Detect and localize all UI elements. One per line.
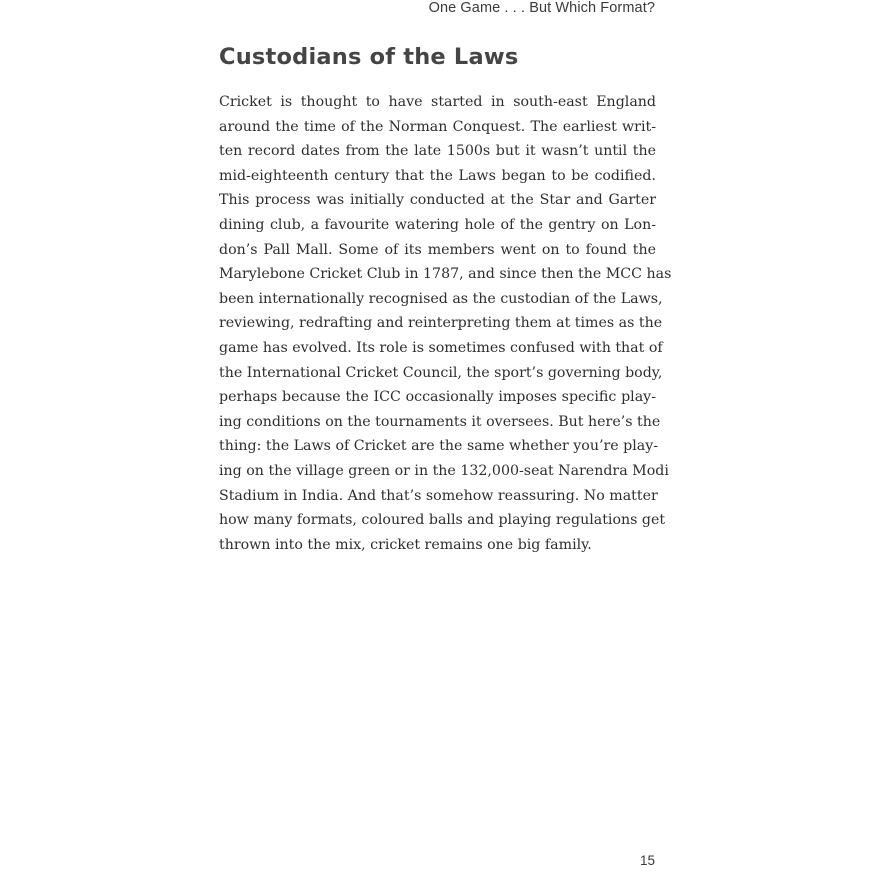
running-head: One Game . . . But Which Format?: [428, 0, 655, 16]
paragraph-line: Cricket is thought to have started in south-east England: [219, 94, 656, 110]
paragraph-line: the International Cricket Council, the sport’s governing body,: [219, 364, 663, 381]
paragraph-line: thrown into the mix, cricket remains one big family.: [219, 536, 592, 553]
paragraph-line: around the time of the Norman Conquest. The earliest writ-: [219, 118, 656, 135]
body-paragraph: [219, 90, 672, 557]
paragraph-line: Stadium in India. And that’s somehow reassuring. No matter: [219, 487, 658, 504]
section-title: Custodians of the Laws: [219, 44, 519, 70]
paragraph-line: ten record dates from the late 1500s but it wasn’t until the: [219, 143, 656, 160]
page-number: 15: [639, 853, 655, 868]
paragraph-line: thing: the Laws of Cricket are the same whether you’re play-: [219, 438, 659, 455]
paragraph-line: been internationally recognised as the custodian of the Laws,: [219, 290, 663, 307]
paragraph-line: mid-eighteenth century that the Laws began to be codified.: [219, 167, 656, 184]
paragraph-line: don’s Pall Mall. Some of its members went on to found the: [219, 241, 656, 258]
paragraph-line: ing conditions on the tournaments it oversees. But here’s the: [219, 413, 661, 430]
paragraph-line: This process was initially conducted at the Star and Garter: [219, 192, 656, 209]
paragraph-line: Marylebone Cricket Club in 1787, and since then the MCC has: [219, 266, 672, 283]
paragraph-line: dining club, a favourite watering hole of the gentry on Lon-: [219, 216, 656, 233]
paragraph-line: ing on the village green or in the 132,000-seat Narendra Modi: [219, 462, 669, 479]
paragraph-line: game has evolved. Its role is sometimes confused with that of: [219, 339, 663, 356]
paragraph-line: perhaps because the ICC occasionally imposes specific play-: [219, 389, 656, 406]
paragraph-line: reviewing, redrafting and reinterpreting them at times as the: [219, 315, 663, 332]
paragraph-line: how many formats, coloured balls and playing regulations get: [219, 512, 666, 529]
